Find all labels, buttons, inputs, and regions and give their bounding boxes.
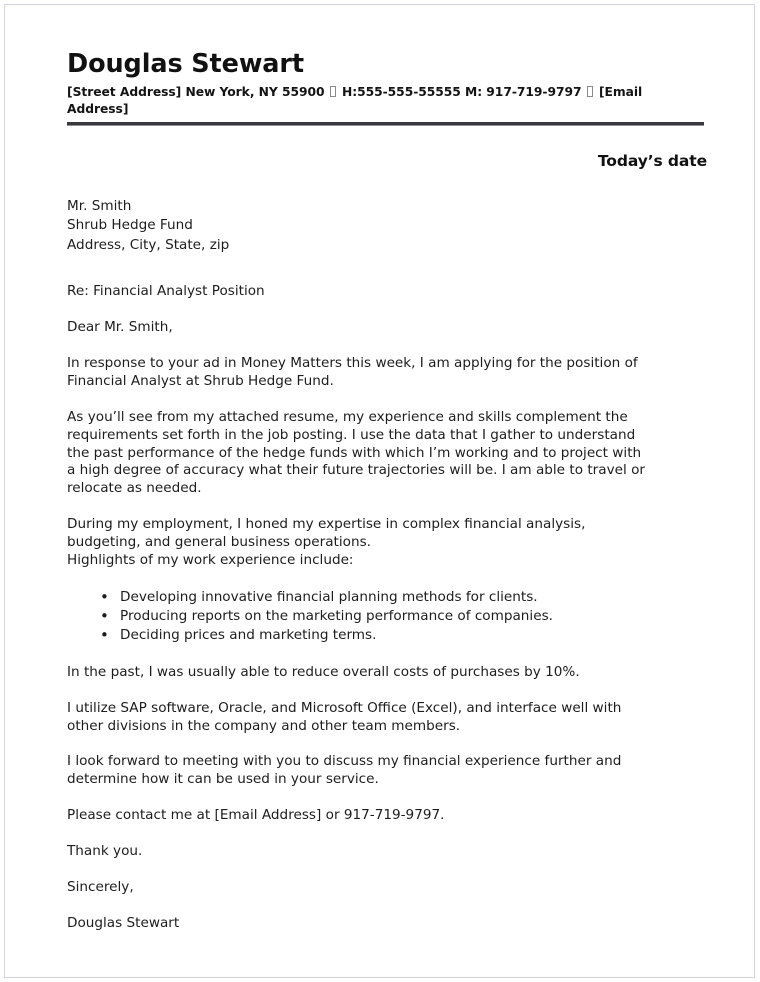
recipient-name: Mr. Smith	[67, 198, 132, 215]
sender-street-city: [Street Address] New York, NY 55900	[67, 85, 325, 100]
paragraph-3-line-1: During my employment, I honed my expertise in complex financial analysis,	[67, 516, 586, 533]
salutation: Dear Mr. Smith,	[67, 318, 173, 335]
letter-text	[67, 197, 707, 933]
paragraph-1-line-1: In response to your ad in Money Matters this week, I am applying for the position of	[67, 354, 638, 371]
paragraph-5	[67, 700, 707, 736]
missing-glyph-box-icon	[330, 86, 336, 97]
paragraph-1-line-2: Financial Analyst at Shrub Hedge Fund.	[67, 372, 334, 389]
paragraph-5-line-2: other divisions in the company and other team members.	[67, 717, 461, 734]
paragraph-1	[67, 355, 707, 391]
letter-content	[67, 5, 707, 933]
date-label: Today’s date	[597, 152, 707, 171]
paragraph-3-line-2: budgeting, and general business operations.	[67, 534, 371, 551]
paragraph-2-line-1: As you’ll see from my attached resume, my experience and skills complement the	[67, 408, 628, 425]
letterhead	[67, 5, 707, 126]
missing-glyph-box-icon	[587, 86, 593, 97]
paragraph-3	[67, 516, 707, 570]
paragraph-5-line-1: I utilize SAP software, Oracle, and Microsoft Office (Excel), and interface well with	[67, 699, 622, 716]
thank-you-line: Thank you.	[67, 843, 143, 860]
paragraph-4	[67, 664, 707, 682]
paragraph-3-line-3: Highlights of my work experience include:	[67, 552, 354, 569]
paragraph-6	[67, 753, 707, 789]
paragraph-2-line-5: relocate as needed.	[67, 480, 202, 497]
sender-name: Douglas Stewart	[67, 49, 304, 79]
paragraph-2-line-4: a high degree of accuracy what their future trajectories will be. I am able to travel or	[67, 462, 645, 479]
sender-contact-line	[67, 84, 707, 117]
document-page	[4, 4, 755, 978]
highlights-list	[67, 588, 707, 645]
paragraph-2-line-3: the past performance of the hedge funds with which I’m working and to project with	[67, 444, 642, 461]
paragraph-6-line-1: I look forward to meeting with you to discuss my financial experience further and	[67, 753, 622, 770]
list-item: • Developing innovative financial planning methods for clients.	[100, 588, 707, 607]
header-divider-rule	[67, 122, 704, 126]
paragraph-2	[67, 409, 707, 499]
list-item: • Deciding prices and marketing terms.	[100, 626, 707, 645]
signature-name: Douglas Stewart	[67, 914, 180, 931]
paragraph-2-line-2: requirements set forth in the job posting. I use the data that I gather to understand	[67, 426, 636, 443]
sender-phones: H:555-555-55555 M: 917-719-9797	[342, 85, 582, 100]
recipient-address: Address, City, State, zip	[67, 236, 230, 253]
paragraph-6-line-2: determine how it can be used in your service.	[67, 771, 379, 788]
sign-off-line: Sincerely,	[67, 879, 134, 896]
list-item: • Producing reports on the marketing performance of companies.	[100, 607, 707, 626]
paragraph-7	[67, 807, 707, 825]
subject-line: Re: Financial Analyst Position	[67, 282, 265, 299]
paragraph-7-line-1: Please contact me at [Email Address] or 917-719-9797.	[67, 807, 445, 824]
sender-email: [Email Address]	[67, 85, 643, 116]
paragraph-4-line-1: In the past, I was usually able to reduce overall costs of purchases by 10%.	[67, 663, 580, 680]
recipient-company: Shrub Hedge Fund	[67, 217, 193, 234]
recipient-address-block	[67, 197, 707, 255]
